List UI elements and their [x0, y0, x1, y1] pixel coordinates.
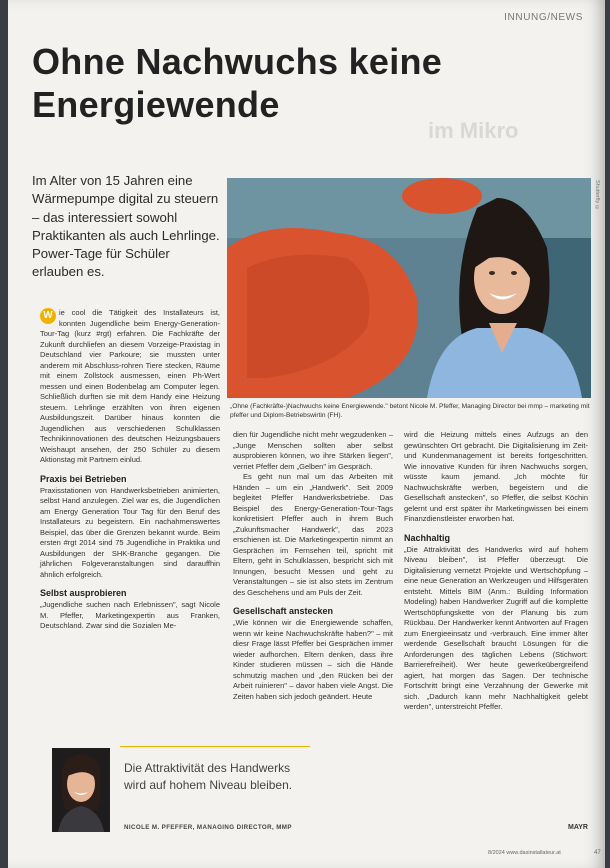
photo-credit: Shutterfly © [594, 180, 600, 211]
intro-paragraph [40, 308, 220, 466]
pull-quote: Die Attraktivität des Handwerks wird auf hohem Niveau bleiben. [124, 761, 293, 792]
body-paragraph: „Wie können wir die Energiewende schaffen, wenn wir keine Nachwuchskräfte haben?" – mit diesr Frage lässt Pfeffer bei Gesprächen immer wieder aufhorchen. Eltern denken, dass ihre Kinder studieren müssen – sich die Hände schmutzig machen und „den Rücken bei der Arbeit ruinieren" – davor haben viele Angst. Die Zeiten haben sich jedoch geändert. Heute [233, 618, 393, 701]
website-url: www.dasinstallateur.at [506, 850, 561, 856]
body-column-2 [233, 430, 393, 702]
issue-number: 8/2024 [488, 850, 505, 856]
portrait-illustration [227, 178, 591, 398]
page-footer [488, 850, 561, 856]
body-paragraph: wird die Heizung mittels eines Aufzugs an den gewünschten Ort gebracht. Die Digitalisierung im Zeit- und Kundenmanagement ist bereits fortgeschritten. Wie innovative Kunden für ihren Nachwuchs sorgen, wüsste kaum jemand. „Ich möchte für Nachwuchskräfte werben, begeistern und die Gesellschaft anstecken", so Pfeffer, die selbst Köchin gelernt und erst später ihr Marketingwissen bei einem Finanzdienstleister erworben hat. [404, 430, 588, 523]
page-title: Ohne Nachwuchs keine Energiewende [32, 41, 443, 125]
photo-caption: „Ohne (Fachkräfte-)Nachwuchs keine Energiewende." betont Nicole M. Pfeffer, Managing Director bei mmp – marketing mit pfeffer und Diplom-Betriebswirtin (FH). [230, 403, 590, 419]
body-paragraph: dien für Jugendliche nicht mehr wegzudenken – „Junge Menschen sollten aber selbst ausprobieren können, wo ihre Stärken liegen", verriet Pfeffer dem „Gelben" im Gespräch. [233, 430, 393, 471]
subheading: Selbst ausprobieren [40, 588, 127, 598]
subheading: Nachhaltig [404, 532, 451, 543]
body-paragraph: „Jugendliche suchen nach Erlebnissen", sagt Nicole M. Pfeffer, Marketingexpertin aus Franken, Deutschland. Zwar sind die Sozialen Me- [40, 600, 220, 630]
author-signature: MAYR [568, 824, 588, 831]
page-number: 47 [594, 850, 601, 856]
magazine-page [8, 0, 605, 868]
intro-text: ie cool die Tätigkeit des Installateurs ist, konnten Jugendliche beim Energy-Generation-Tour-Tag (kurz #rgt) erfahren. Die Fachkräfte der Zukunft durchliefen an diesem Vorzeige-Praxistag in Deutschland vier Parkoure; sie mussten unter anderem mit Abschluss-rohren Tiere stecken, Räume mit einem Zollstock ausmessen, einen Ph-Wert messen und einen Bodenbelag am Computer legen. Schließlich durften sie mit dem Handy eine Heizung steuern. Lehrlinge erzählten von ihren eigenen Ausbildungszeit. Darüber hinaus konnten die Jugendlichen aus verschiedenen Schulklassen Technikinnovationen des deutschen Heizungsbauers Weishaupt ansehen, der 250 Schüler zu diesem Aktionstag mit Partnern einlud. [40, 308, 220, 464]
bleed-through-text: im Mikro [428, 118, 519, 143]
avatar [52, 748, 110, 832]
body-paragraph: Es geht nun mal um das Arbeiten mit Händen – um ein „Handwerk". Seit 2009 begleitet Pfeffer Handwerksbetriebe. Das Beispiel des Energy-Generation-Tour-Tags konkretisiert Pfeffer auch in ihrem Buch „Zukunftsmacher Handwerk", das 2023 erschienen ist. Die Marketingexpertin nimmt an Gesprächen im Fernsehen teil, spricht mit Eltern, geht in Schulklassen, bespricht sich mit Innungen, besucht Messen und geht zu Veranstaltungen – sie ist also stets im Zentrum des Geschehens und am Puls der Zeit. [233, 472, 393, 597]
subheading: Praxis bei Betrieben [40, 473, 127, 484]
body-paragraph: Praxisstationen von Handwerksbetrieben animierten, selbst Hand anzulegen. Ziel war es, die Jugendlichen am Energy Generation Tour Tag für den Beruf des Installateurs zu begeistern. Ein nachahmenswertes Beispiel, das über die Grenzen bekannt wurde. Beim ersten #rgt 2014 sind 75 Jugendliche in Praktika und Ausbildungen der SHK-Branche gegangen. Die jährlichen Folgeveranstaltungen sind darauffhin ähnlich erfolgreich. [40, 485, 220, 579]
body-column-3 [404, 430, 588, 713]
subheading: Gesellschaft anstecken [233, 606, 334, 616]
body-paragraph: „Die Attraktivität des Handwerks wird auf hohem Niveau bleiben", ist Pfeffer überzeugt. Die Digitalisierung vernetzt Projekte und Wertschöpfung – eine neue Generation an Werkzeugen und Hilfsgeräten entsteht. Mittels BIM (Anm.: Building Information Modeling) haben Handwerker Zugriff auf die komplette Wertschöpfungskette von der Planung bis zum Rückbau. Der Handwerker kennt Antworten auf Fragen zum Energieeinsatz und -verbrauch. Eine immer älter werdende Gesellschaft braucht Lösungen für die Anforderungen des täglichen Lebens (Stichwort: Barrierefreiheit). Wer heute gewerkeübergreifend agiert, hat morgen das Sagen. Der technische Fortschritt bringt eine Verzahnung der Gewerke mit sich. „Dadurch kann mehr Nachhaltigkeit gelebt werden", unterstreicht Pfeffer. [404, 544, 588, 711]
dropcap: W [40, 308, 56, 324]
pull-quote-author: NICOLE M. PFEFFER, MANAGING DIRECTOR, MMP [124, 824, 292, 831]
portrait-photo [227, 178, 591, 398]
lead-paragraph: Im Alter von 15 Jahren eine Wärmepumpe digital zu steuern – das interessiert sowohl Praktikanten als auch Lehrlinge. Power-Tage für Schüler erlauben es. [32, 173, 220, 280]
quote-portrait [52, 748, 110, 832]
section-tag: INNUNG/NEWS [504, 12, 583, 23]
quote-rule [120, 746, 310, 747]
body-column-1 [40, 308, 220, 632]
